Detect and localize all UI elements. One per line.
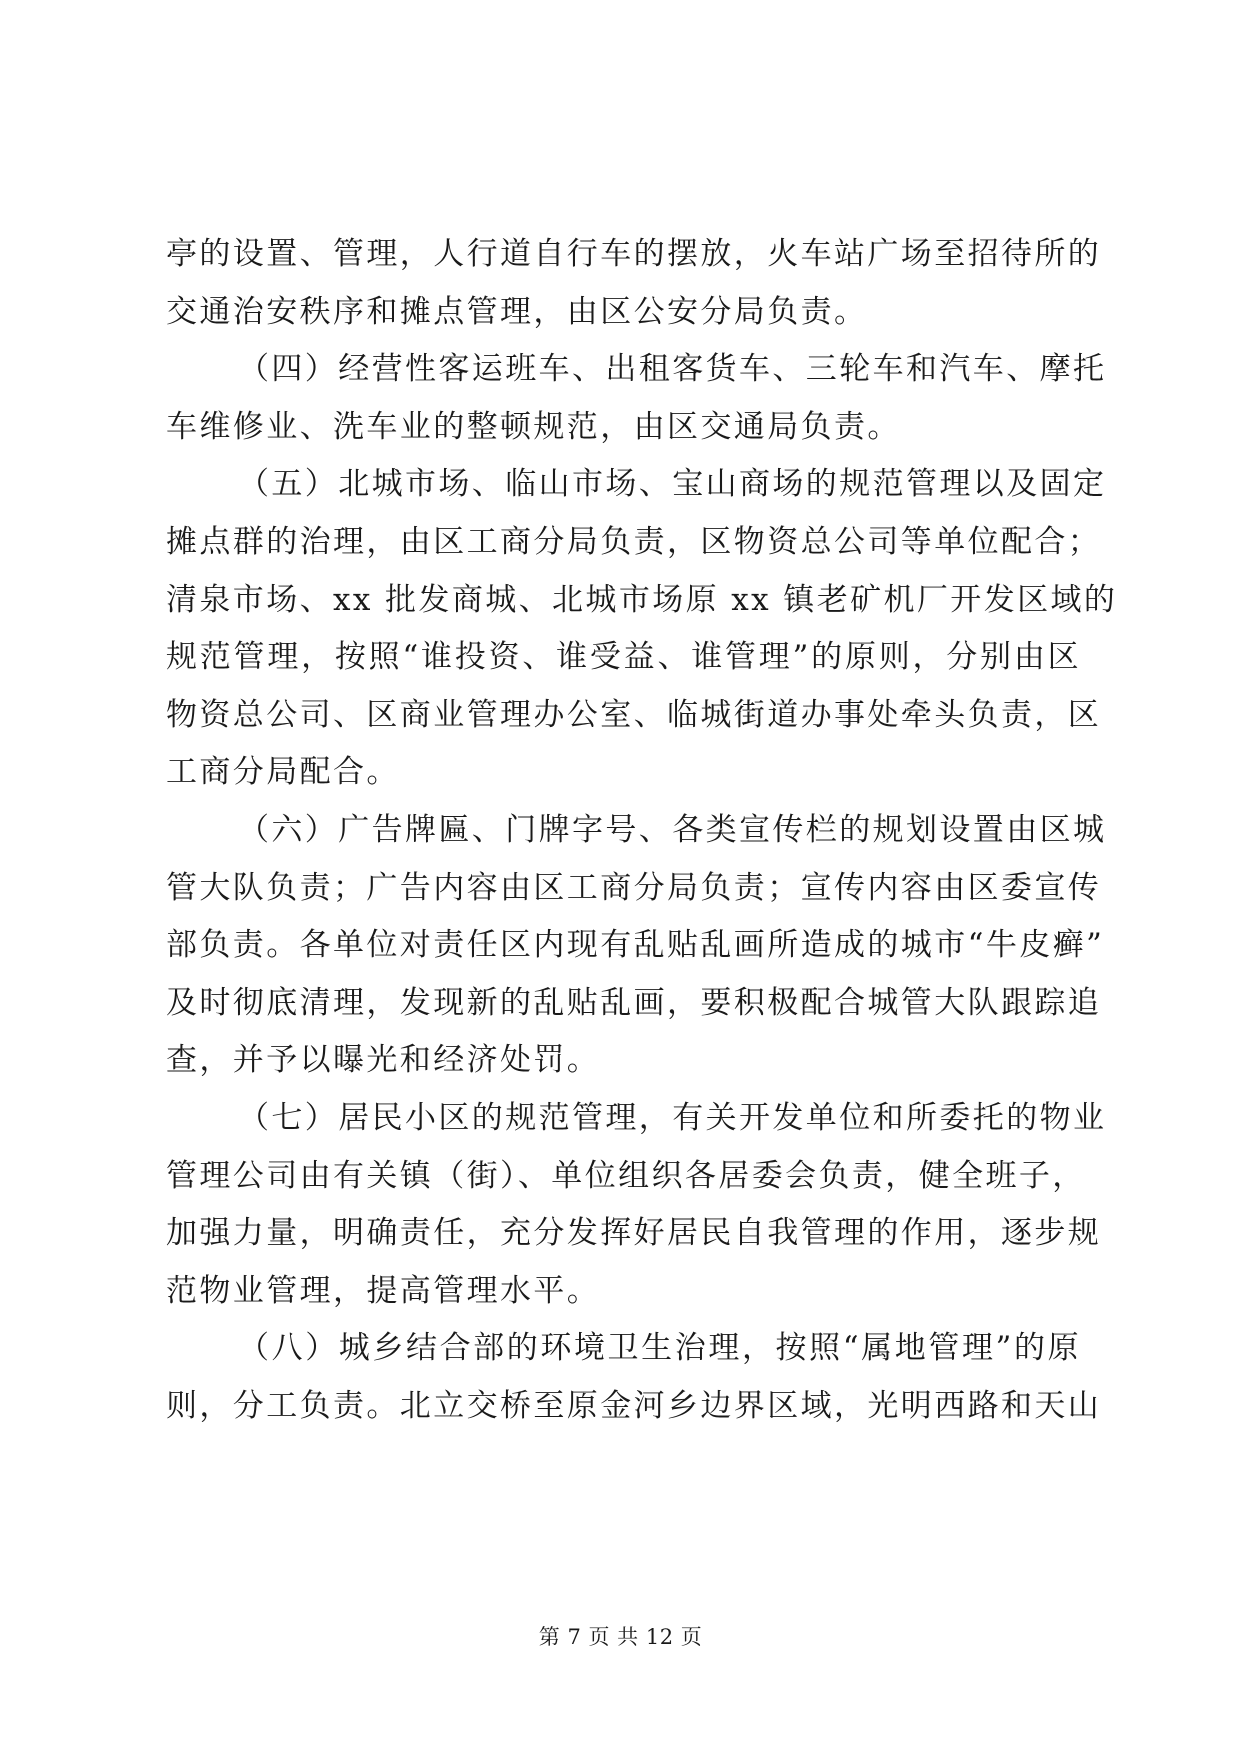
paragraph [166, 226, 1102, 341]
text-line: （五）北城市场、临山市场、宝山商场的规范管理以及固定 [238, 466, 1107, 503]
text-line: 管理公司由有关镇（街）、单位组织各居委会负责，健全班子， [166, 1157, 1086, 1194]
text-line: 加强力量，明确责任，充分发挥好居民自我管理的作用，逐步规 [166, 1215, 1102, 1252]
paragraph [166, 802, 1107, 1090]
page-footer [0, 1623, 1241, 1651]
text-line: 车维修业、洗车业的整顿规范，由区交通局负责。 [166, 408, 901, 445]
text-line: 交通治安秩序和摊点管理，由区公安分局负责。 [166, 293, 868, 330]
text-line: 范物业管理，提高管理水平。 [166, 1272, 601, 1309]
text-line: 工商分局配合。 [166, 754, 400, 791]
text-line: 清泉市场、xx 批发商城、北城市场原 xx 镇老矿机厂开发区域的 [166, 581, 1118, 618]
text-line: 物资总公司、区商业管理办公室、临城街道办事处牵头负责，区 [166, 696, 1102, 733]
paragraph [166, 1320, 1102, 1435]
text-line: 部负责。各单位对责任区内现有乱贴乱画所造成的城市“牛皮癣” [166, 927, 1105, 964]
text-line: 规范管理，按照“谁投资、谁受益、谁管理”的原则，分别由区 [166, 639, 1081, 676]
text-line: （四）经营性客运班车、出租客货车、三轮车和汽车、摩托 [238, 351, 1107, 388]
text-line: （六）广告牌匾、门牌字号、各类宣传栏的规划设置由区城 [238, 811, 1107, 848]
paragraph [166, 341, 1107, 456]
text-line: 摊点群的治理，由区工商分局负责，区物资总公司等单位配合； [166, 523, 1102, 560]
text-line: 及时彻底清理，发现新的乱贴乱画，要积极配合城管大队跟踪追 [166, 984, 1102, 1021]
text-line: 则，分工负责。北立交桥至原金河乡边界区域，光明西路和天山 [166, 1387, 1102, 1424]
text-line: 管大队负责；广告内容由区工商分局负责；宣传内容由区委宣传 [166, 869, 1102, 906]
text-line: 查，并予以曝光和经济处罚。 [166, 1042, 601, 1079]
text-line: （七）居民小区的规范管理，有关开发单位和所委托的物业 [238, 1099, 1107, 1136]
text-line: 亭的设置、管理，人行道自行车的摆放，火车站广场至招待所的 [166, 236, 1102, 272]
paragraph [166, 1090, 1107, 1320]
text-line: （八）城乡结合部的环境卫生治理，按照“属地管理”的原 [238, 1330, 1081, 1367]
document-body [166, 226, 1118, 1435]
paragraph [166, 456, 1118, 802]
page-number: 第 7 页 共 12 页 [538, 1625, 703, 1649]
